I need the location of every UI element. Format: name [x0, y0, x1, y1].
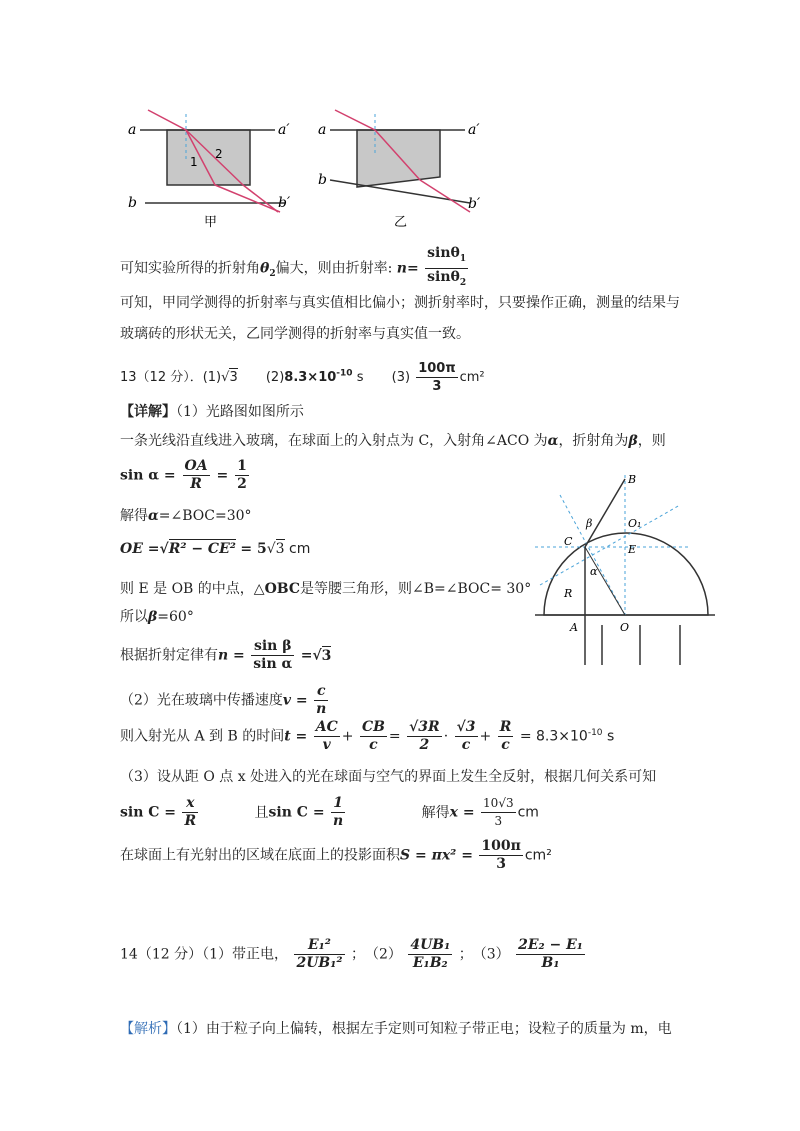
figure-hemisphere — [530, 465, 720, 675]
s11: sin C = $\frac{x}{R}$ 且sin C = $\frac{1}{n}$ 解得x = $\frac{10√3}{3}$ cm — [120, 795, 539, 829]
label-C: C — [564, 535, 573, 548]
label-O1: O₁ — [628, 517, 642, 530]
analysis: 【解析】（1）由于粒子向上偏转，根据左手定则可知粒子带正电；设粒子的质量为 m，电 — [120, 1021, 672, 1037]
s10: （3）设从距 O 点 x 处进入的光在球面与空气的界面上发生全反射，根据几何关系可知 — [120, 769, 657, 785]
detail-heading: 【详解】（1）光路图如图所示 — [120, 404, 304, 420]
label-b-prime: b′ — [468, 196, 481, 212]
label-E: E — [628, 543, 637, 556]
label-a-prime: a′ — [278, 122, 290, 138]
s8: （2）光在玻璃中传播速度v = $\frac{c}{n}$ — [120, 683, 327, 717]
figure-jia — [120, 100, 310, 230]
s1: 一条光线沿直线进入玻璃，在球面上的入射点为 C，入射角∠ACO 为α，折射角为β，则 — [120, 433, 666, 449]
label-O: O — [620, 621, 630, 634]
s3: 解得α=∠BOC=30° — [120, 508, 252, 524]
label-alpha: α — [590, 565, 598, 578]
s2: sin α = $\frac{OA}{R}$ = $\frac{1}{2}$ — [120, 458, 247, 492]
p2-line2: 玻璃砖的形状无关，乙同学测得的折射率与真实值一致。 — [120, 326, 470, 342]
label-B: B — [628, 473, 637, 486]
s7: 根据折射定律有n = $\frac{\text{sin β}}{\text{sin α}}$ =√3 — [120, 638, 332, 672]
label-b: b — [128, 195, 137, 211]
label-A: A — [570, 621, 578, 634]
figure-yi — [310, 100, 500, 230]
caption-jia: 甲 — [204, 215, 218, 230]
p2-line1: 可知，甲同学测得的折射率与真实值相比偏小；测折射率时，只要操作正确，测量的结果与 — [120, 295, 680, 311]
s5: 则 E 是 OB 的中点，△OBC是等腰三角形，则∠B=∠BOC= 30° — [120, 581, 532, 597]
label-beta: β — [586, 517, 593, 530]
label-b-prime: b′ — [278, 195, 291, 211]
label-a-prime: a′ — [468, 122, 480, 138]
label-2: 2 — [215, 147, 223, 161]
s4: OE =√R² − CE² = 5√3 cm — [120, 541, 311, 557]
q14-answers: 14（12 分）（1）带正电， $\frac{\text{E₁²}}{\text{2UB₁²}}$ ； （2） $\frac{\text{4UB₁}}{\text{E₁B₂}}$ ； （3） $\frac{\text{2E₂ − E₁}}{\text{B₁}}$ — [120, 937, 583, 971]
label-b: b — [318, 172, 327, 188]
s12: 在球面上有光射出的区域在底面上的投影面积S = πx² = $\frac{100\pi}{3}$ cm² — [120, 838, 552, 872]
p1: 可知实验所得的折射角$\theta_2$偏大，则由折射率: n= $\frac{\sin\theta_1}{\sin\theta_2}$ — [120, 245, 467, 288]
q13-answers: 13（12 分）．(1)√3 $(2)8.3\times 10^{-10}$ s (3) $\frac{100\pi}{3}$ cm² — [120, 361, 485, 394]
s6: 所以β=60° — [120, 609, 194, 625]
label-a: a — [318, 122, 327, 138]
label-R: R — [564, 587, 573, 600]
caption-yi: 乙 — [394, 215, 408, 230]
label-a: a — [128, 122, 137, 138]
label-1: 1 — [190, 155, 198, 169]
s9: 则入射光从 A 到 B 的时间t = $\frac{AC}{v}$ + $\frac{CB}{c}$ = $\frac{√3R}{2}$ · $\frac{√3}{c}$ + $\frac{R}{c}$ = $8.3\times 10^{-10}$ s — [120, 719, 615, 753]
